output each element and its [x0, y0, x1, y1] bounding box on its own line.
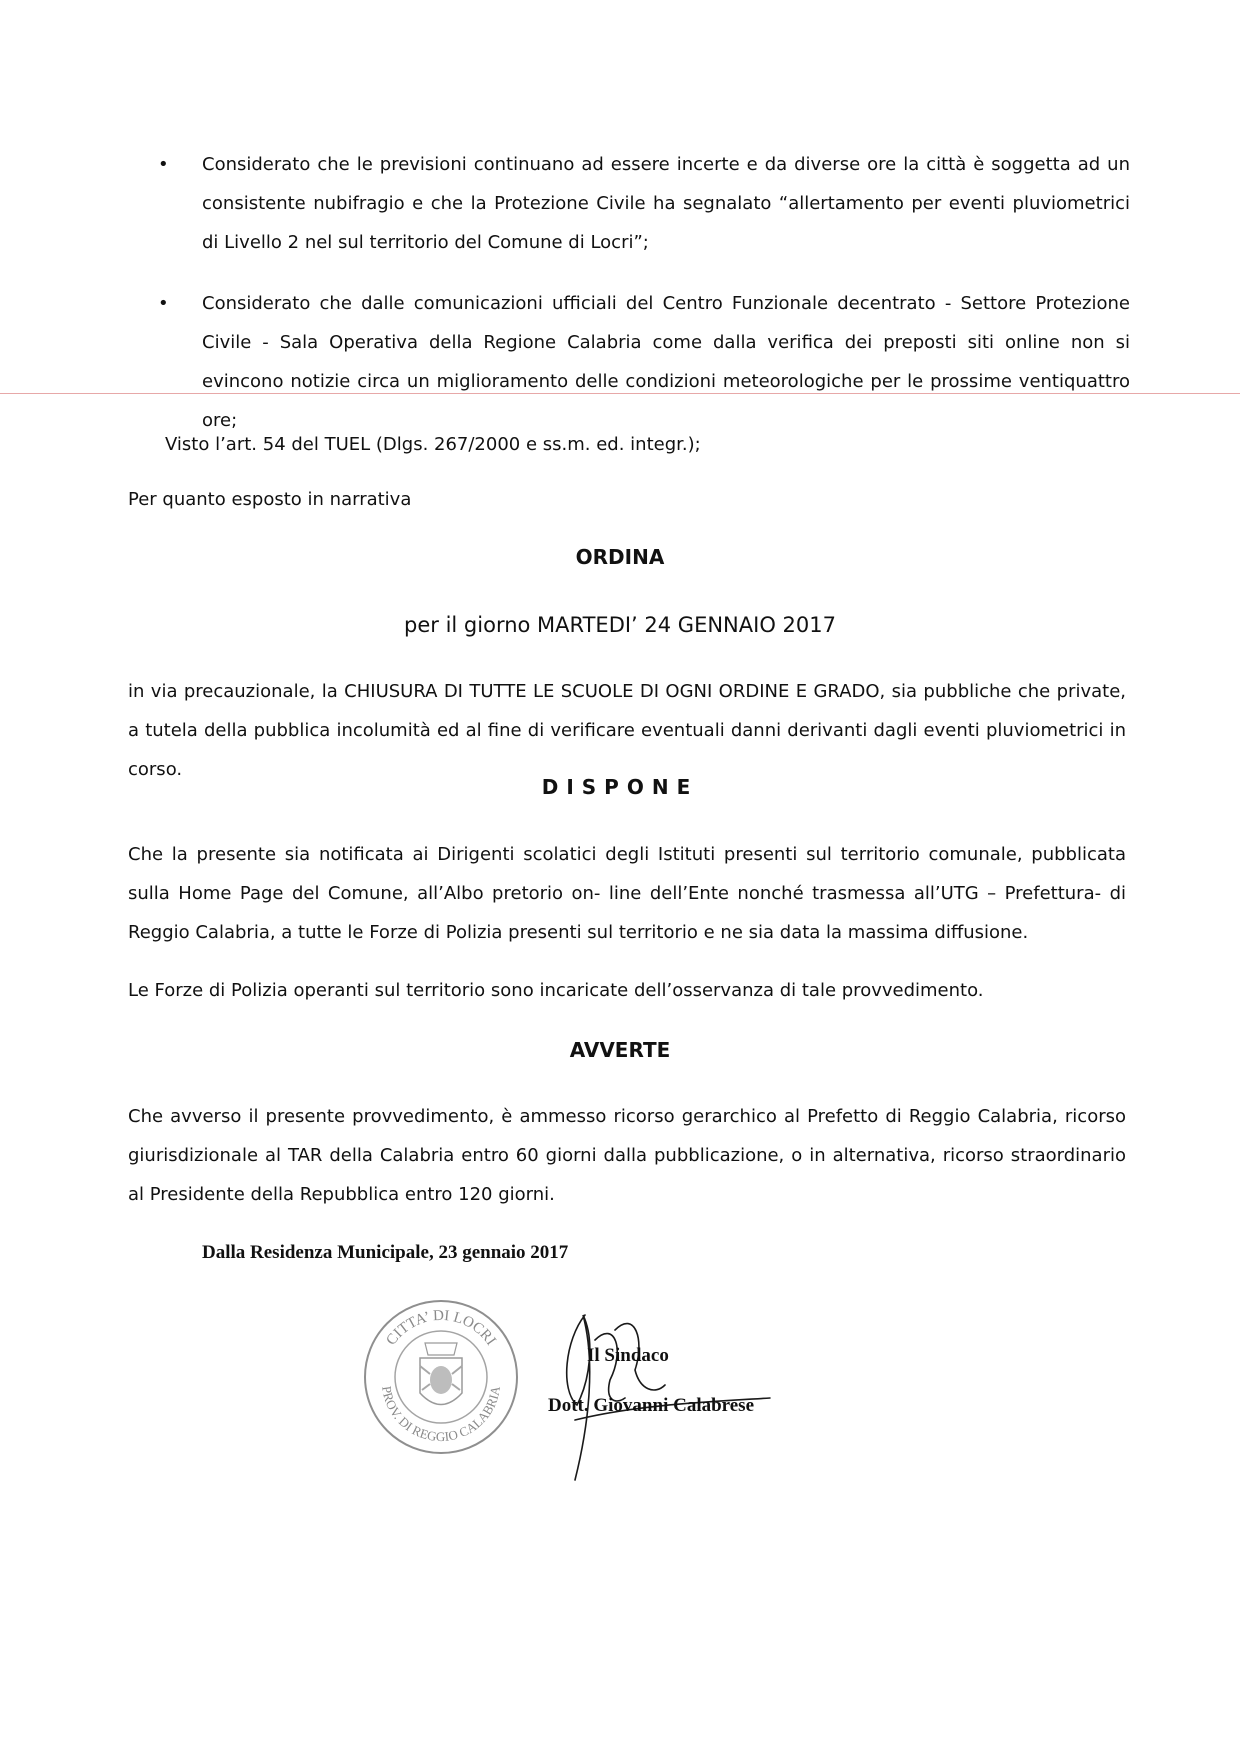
- signature-title: Il Sindaco: [587, 1345, 669, 1366]
- dispone-text: Che la presente sia notificata ai Dirigenti scolatici degli Istituti presenti sul territorio comunale, pubblicata sulla Home Page del Comune, all’Albo pretorio on- line dell’Ente nonché trasmessa all’UTG – Prefettura- di Reggio Calabria, a tutte le Forze di Polizia presenti sul territorio e ne sia data la massima diffusione.: [128, 844, 1126, 943]
- municipal-seal: [362, 1298, 520, 1456]
- ordina-text: in via precauzionale, la CHIUSURA DI TUTTE LE SCUOLE DI OGNI ORDINE E GRADO, sia pubbliche che private, a tutela della pubblica incolumità ed al fine di verificare eventuali danni derivanti dagli eventi pluviometrici in corso.: [128, 681, 1126, 780]
- ordina-heading: ORDINA: [575, 545, 665, 569]
- place-date: Dalla Residenza Municipale, 23 gennaio 2017: [202, 1242, 569, 1263]
- bullet-icon: •: [158, 293, 169, 314]
- svg-text:PROV. DI REGGIO CALABRIA: PROV. DI REGGIO CALABRIA: [379, 1384, 503, 1445]
- bullet-icon: •: [158, 154, 169, 175]
- avverte-text: Che avverso il presente provvedimento, è ammesso ricorso gerarchico al Prefetto di Reggio Calabria, ricorso giurisdizionale al TAR della Calabria entro 60 giorni dalla pubblicazione, o in alternativa, ricorso straordinario al Presidente della Repubblica entro 120 giorni.: [128, 1106, 1126, 1205]
- consideration-text: Considerato che le previsioni continuano ad essere incerte e da diverse ore la città è soggetta ad un consistente nubifragio e che la Protezione Civile ha segnalato “allertamento per eventi pluviometrici di Livello 2 nel sul territorio del Comune di Locri”;: [202, 154, 1130, 253]
- consideration-item: [130, 145, 1130, 262]
- dispone-heading: DISPONE: [541, 775, 699, 799]
- considerations-list: [130, 145, 1130, 462]
- consideration-text: Considerato che dalle comunicazioni ufficiali del Centro Funzionale decentrato - Settore Protezione Civile - Sala Operativa della Regione Calabria come dalla verifica dei preposti siti online non si evincono notizie circa un miglioramento delle condizioni meteorologiche per le prossime ventiquattro ore;: [202, 293, 1130, 431]
- date-line: per il giorno MARTEDI’ 24 GENNAIO 2017: [404, 613, 836, 637]
- scan-line: [0, 393, 1240, 394]
- per-quanto-text: Per quanto esposto in narrativa: [128, 489, 412, 510]
- avverte-heading: AVVERTE: [569, 1038, 671, 1062]
- signature-name: Dott. Giovanni Calabrese: [548, 1395, 755, 1416]
- forze-text: Le Forze di Polizia operanti sul territorio sono incaricate dell’osservanza di tale provvedimento.: [128, 980, 984, 1001]
- consideration-item: [130, 284, 1130, 440]
- visto-text: Visto l’art. 54 del TUEL (Dlgs. 267/2000 e ss.m. ed. integr.);: [165, 434, 701, 455]
- svg-text:CITTA’ DI LOCRI: CITTA’ DI LOCRI: [383, 1307, 499, 1349]
